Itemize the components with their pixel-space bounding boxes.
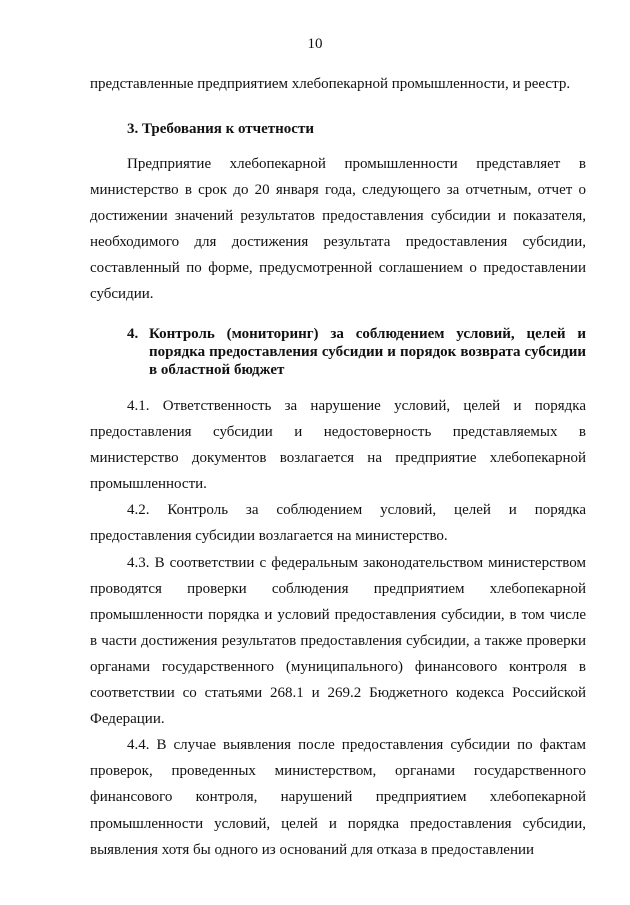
paragraph-4-2: 4.2. Контроль за соблюдением условий, целей и порядка предоставления субсидии возлагается на министерство. — [90, 502, 586, 545]
paragraph-4-4: 4.4. В случае выявления после предоставления субсидии по фактам проверок, проведенных министерством, органами государственного финансового контроля, нарушений предприятием хлебопекарной промышленности условий, целей и порядка предоставления субсидии, выявления хотя бы одного из оснований для отказа в предоставлении — [90, 737, 586, 858]
page-number: 10 — [307, 36, 323, 52]
section-4-title: Контроль (мониторинг) за соблюдением условий, целей и порядка предоставления субсидии и порядок возврата субсидии в областной бюджет — [149, 326, 586, 378]
section-4-heading — [127, 325, 586, 379]
section-3-heading: 3. Требования к отчетности — [127, 121, 314, 137]
section-4-body — [90, 393, 586, 863]
section-3-body — [90, 151, 586, 308]
section-4-number: 4. — [127, 326, 139, 342]
continuation-line: представленные предприятием хлебопекарной промышленности, и реестр. — [90, 76, 571, 92]
paragraph-4-3: 4.3. В соответствии с федеральным законодательством министерством проводятся проверки соблюдения предприятием хлебопекарной промышленности порядка и условий предоставления субсидии, в том числе в части достижения результатов предоставления субсидии, а также проверки органами государственного (муниципального) финансового контроля в соответствии со статьями 268.1 и 269.2 Бюджетного кодекса Российской Федерации. — [90, 554, 586, 728]
paragraph-4-1: 4.1. Ответственность за нарушение условий, целей и порядка предоставления субсидии и недостоверность представляемых в министерство документов возлагается на предприятие хлебопекарной промышленности. — [90, 398, 586, 493]
section-3-paragraph: Предприятие хлебопекарной промышленности представляет в министерство в срок до 20 января года, следующего за отчетным, отчет о достижении значений результатов предоставления субсидии и показателя, необходимого для достижения результата предоставления субсидии, составленный по форме, предусмотренной соглашением о предоставлении субсидии. — [90, 156, 586, 303]
